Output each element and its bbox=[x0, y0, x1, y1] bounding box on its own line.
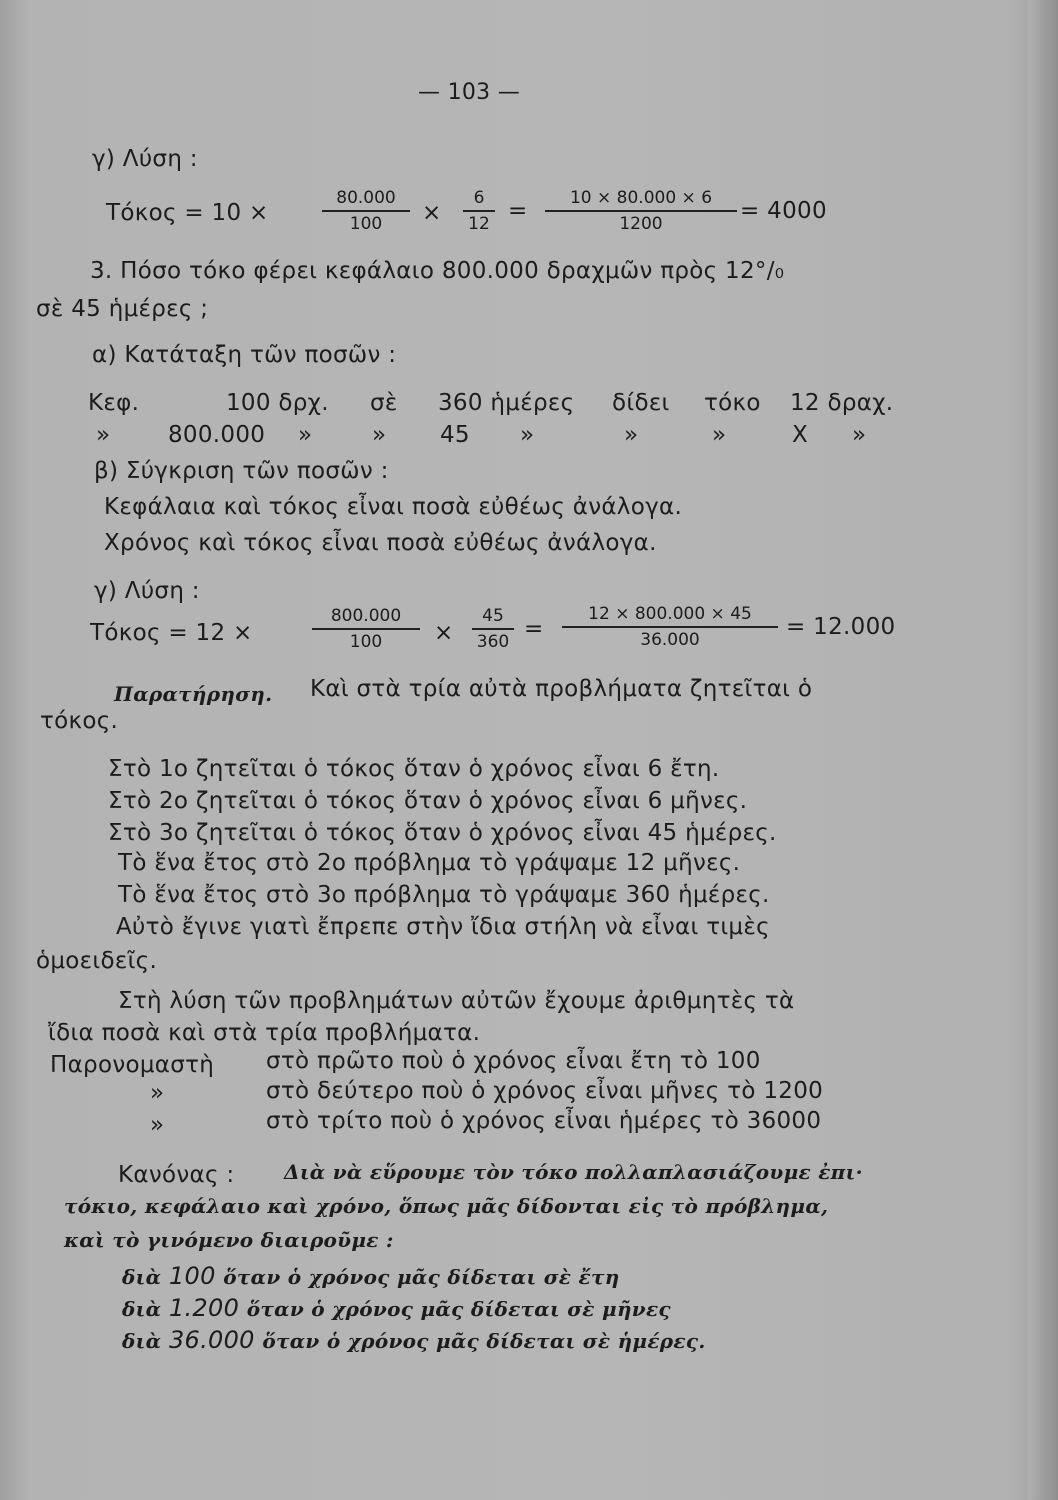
formula-1-times: × bbox=[422, 200, 442, 226]
denominator-row-2: στὸ δεύτερο ποὺ ὁ χρόνος εἶναι μῆνες τὸ 1200 bbox=[266, 1078, 824, 1104]
arrange-r2-c7: » bbox=[624, 422, 639, 448]
arrange-r1-c3: σὲ bbox=[370, 390, 398, 416]
observation-line-10: Στὴ λύση τῶν προβλημάτων αὐτῶν ἔχουμε ἀριθμητὲς τὰ bbox=[118, 988, 795, 1014]
denominator-row-3: στὸ τρίτο ποὺ ὁ χρόνος εἶναι ἡμέρες τὸ 36000 bbox=[266, 1108, 822, 1134]
page-number: — 103 — bbox=[418, 80, 521, 105]
arrange-r1-c1: Κεφ. bbox=[88, 390, 140, 416]
observation-line-1: Καὶ στὰ τρία αὐτὰ προβλήματα ζητεῖται ὁ bbox=[310, 676, 813, 702]
denominator-row-1: στὸ πρῶτο ποὺ ὁ χρόνος εἶναι ἔτη τὸ 100 bbox=[266, 1048, 761, 1074]
rule-label: Κανόνας : bbox=[118, 1162, 235, 1188]
observation-line-2: τόκος. bbox=[40, 708, 119, 734]
page-edge-shadow bbox=[1028, 0, 1058, 1500]
arrange-r1-c2: 100 δρχ. bbox=[226, 390, 329, 416]
arrange-r2-c3: » bbox=[298, 422, 313, 448]
arrange-r2-c8: » bbox=[712, 422, 727, 448]
rule-line-2: τόκιο, κεφάλαιο καὶ χρόνο, ὅπως μᾶς δίδονται εἰς τὸ πρόβλημα, bbox=[64, 1194, 829, 1218]
arrange-r1-c7: 12 δραχ. bbox=[790, 390, 894, 416]
formula-2-equals: = bbox=[524, 616, 544, 642]
observation-line-9: ὁμοειδεῖς. bbox=[36, 948, 158, 974]
arrange-r2-c9: X bbox=[792, 422, 809, 448]
arrange-r2-c10: » bbox=[852, 422, 867, 448]
arrange-r2-c6: » bbox=[520, 422, 535, 448]
rule-line-3: καὶ τὸ γινόμενο διαιροῦμε : bbox=[64, 1228, 394, 1252]
arrange-r2-c1: » bbox=[96, 422, 111, 448]
solution-heading-2: γ) Λύση : bbox=[94, 578, 200, 604]
arrange-r1-c4: 360 ἡμέρες bbox=[438, 390, 575, 416]
formula-2-lhs: Τόκος = 12 × bbox=[90, 620, 253, 646]
problem-3-line-1: 3. Πόσο τόκο φέρει κεφάλαιο 800.000 δραχμῶν πρὸς 12°/₀ bbox=[90, 258, 785, 284]
denominator-row-2-mark: » bbox=[150, 1080, 165, 1106]
formula-1-fraction-2: 6 12 bbox=[463, 190, 495, 233]
formula-1-result: = 4000 bbox=[740, 198, 827, 224]
denominator-label: Παρονομαστὴ bbox=[50, 1052, 215, 1078]
observation-line-7: Τὸ ἕνα ἔτος στὸ 3ο πρόβλημα τὸ γράψαμε 360 ἡμέρες. bbox=[118, 882, 770, 908]
formula-1-equals: = bbox=[508, 198, 528, 224]
arrange-r1-c6: τόκο bbox=[704, 390, 761, 416]
rule-case-1: διὰ 100 ὅταν ὁ χρόνος μᾶς δίδεται σὲ ἔτη bbox=[122, 1262, 620, 1290]
observation-line-4: Στὸ 2ο ζητεῖται ὁ τόκος ὅταν ὁ χρόνος εἶναι 6 μῆνες. bbox=[108, 788, 748, 814]
denominator-row-3-mark: » bbox=[150, 1112, 165, 1138]
arrange-r1-c5: δίδει bbox=[612, 390, 670, 416]
rule-case-3: διὰ 36.000 ὅταν ὁ χρόνος μᾶς δίδεται σὲ ἡμέρες. bbox=[122, 1326, 706, 1354]
observation-line-8: Αὐτὸ ἔγινε γιατὶ ἔπρεπε στὴν ἴδια στήλη νὰ εἶναι τιμὲς bbox=[116, 914, 770, 940]
comparison-heading: β) Σύγκριση τῶν ποσῶν : bbox=[94, 458, 389, 484]
observation-line-11: ἴδια ποσὰ καὶ στὰ τρία προβλήματα. bbox=[48, 1020, 481, 1046]
formula-1-lhs: Τόκος = 10 × bbox=[106, 200, 269, 226]
arrangement-heading: α) Κατάταξη τῶν ποσῶν : bbox=[92, 342, 397, 368]
rule-case-2: διὰ 1.200 ὅταν ὁ χρόνος μᾶς δίδεται σὲ μῆνες bbox=[122, 1294, 671, 1322]
arrange-r2-c4: » bbox=[372, 422, 387, 448]
solution-heading-1: γ) Λύση : bbox=[92, 146, 198, 172]
observation-line-6: Τὸ ἕνα ἔτος στὸ 2ο πρόβλημα τὸ γράψαμε 12 μῆνες. bbox=[118, 850, 741, 876]
formula-2-times: × bbox=[434, 620, 454, 646]
formula-2-fraction-2: 45 360 bbox=[472, 608, 514, 651]
observation-label: Παρατήρηση. bbox=[114, 682, 273, 706]
formula-2-result: = 12.000 bbox=[786, 614, 896, 640]
observation-line-3: Στὸ 1ο ζητεῖται ὁ τόκος ὅταν ὁ χρόνος εἶναι 6 ἔτη. bbox=[108, 756, 720, 782]
arrange-r2-c5: 45 bbox=[440, 422, 470, 448]
problem-3-line-2: σὲ 45 ἡμέρες ; bbox=[36, 296, 209, 322]
comparison-line-2: Χρόνος καὶ τόκος εἶναι ποσὰ εὐθέως ἀνάλογα. bbox=[104, 530, 657, 556]
observation-line-5: Στὸ 3ο ζητεῖται ὁ τόκος ὅταν ὁ χρόνος εἶναι 45 ἡμέρες. bbox=[108, 820, 777, 846]
arrange-r2-c2: 800.000 bbox=[168, 422, 266, 448]
formula-1-fraction-1: 80.000 100 bbox=[322, 190, 410, 233]
formula-2-fraction-3: 12 × 800.000 × 45 36.000 bbox=[562, 606, 778, 649]
formula-2-fraction-1: 800.000 100 bbox=[312, 608, 420, 651]
rule-line-1: Διὰ νὰ εὕρουμε τὸν τόκο πολλαπλασιάζουμε ἐπι· bbox=[284, 1160, 863, 1184]
formula-1-fraction-3: 10 × 80.000 × 6 1200 bbox=[545, 190, 737, 233]
comparison-line-1: Κεφάλαια καὶ τόκος εἶναι ποσὰ εὐθέως ἀνάλογα. bbox=[104, 494, 683, 520]
